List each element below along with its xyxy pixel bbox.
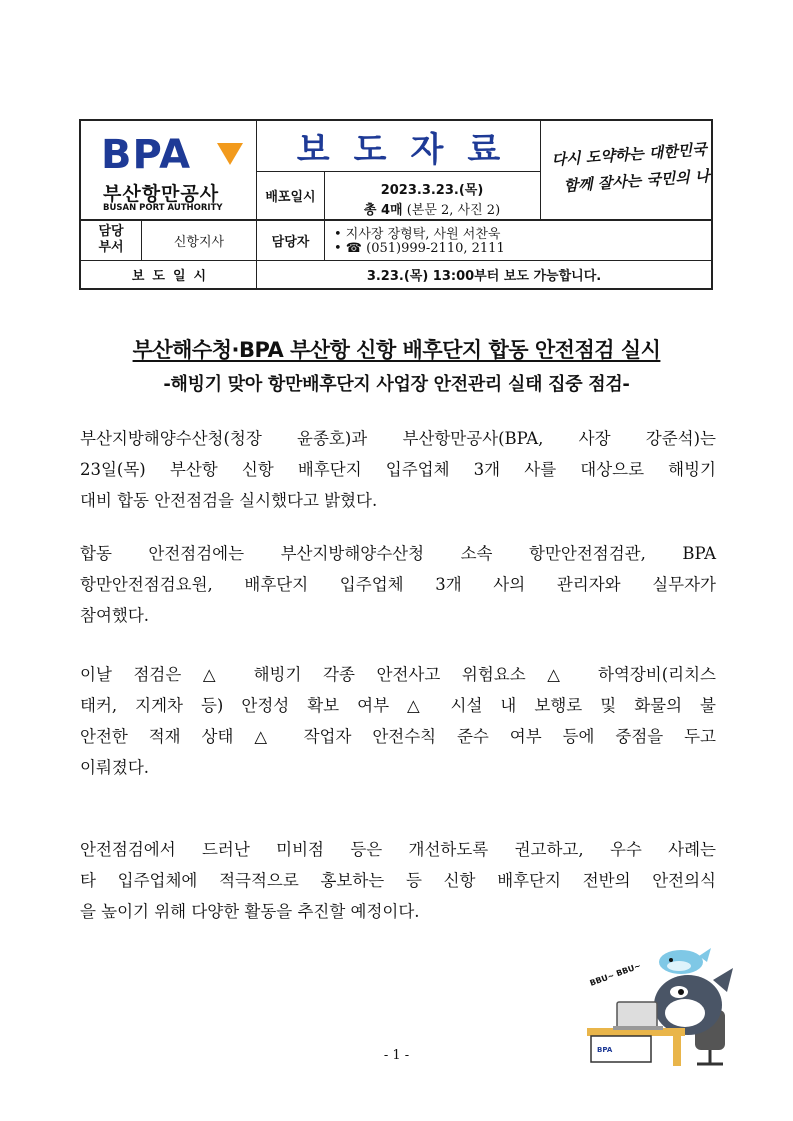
grid-line <box>540 121 541 220</box>
press-header-table <box>79 119 713 290</box>
grid-line <box>256 121 257 288</box>
org-name-en: BUSAN PORT AUTHORITY <box>103 203 223 213</box>
page-number: - 1 - <box>383 1048 410 1063</box>
dept-label-line2: 부서 <box>98 240 124 255</box>
release-value: 3.23.(목) 13:00부터 보도 가능합니다. <box>366 268 602 284</box>
logo-triangle-icon <box>217 143 243 165</box>
manager-label: 담당자 <box>271 234 310 250</box>
manager-value <box>324 220 711 260</box>
dept-label <box>81 220 141 260</box>
grid-line <box>81 260 711 261</box>
desk-logo: BPA <box>597 1046 613 1054</box>
slogan-line-1: 다시 도약하는 대한민국 <box>551 140 708 169</box>
paragraph-line: 부산지방해양수산청(청장 윤종호)과 부산항만공사(BPA, 사장 강준석)는 <box>80 429 716 448</box>
logo-wordmark: BPA <box>101 132 192 178</box>
dist-date-value <box>324 171 540 220</box>
paragraph-line: 23일(목) 부산항 신항 배후단지 입주업체 3개 사를 대상으로 해빙기 <box>80 460 716 479</box>
slogan-line-2: 함께 잘사는 국민의 나라 <box>563 165 711 195</box>
paragraph-line: 참여했다. <box>80 606 150 625</box>
org-name-kr: 부산항만공사 <box>103 183 220 205</box>
page-count <box>324 199 540 218</box>
paragraph-line: 안전한 적재 상태 △ 작업자 안전수칙 준수 여부 등에 중점을 두고 <box>80 727 716 746</box>
headline: 부산해수청·BPA 부산항 신항 배후단지 합동 안전점검 실시 <box>132 338 661 362</box>
laptop-icon <box>617 1002 657 1028</box>
dist-date: 2023.3.23.(목) <box>380 183 484 198</box>
paragraph-line: 항만안전점검요원, 배후단지 입주업체 3개 사의 관리자와 실무자가 <box>80 575 716 594</box>
doc-type-title: 보도자료 <box>296 129 525 170</box>
manager-phone: • ☎ (051)999-2110, 2111 <box>334 241 505 256</box>
body-paragraph-1 <box>80 423 716 516</box>
paragraph-line: 태커, 지게차 등) 안정성 확보 여부 △ 시설 내 보행로 및 화물의 불 <box>80 696 716 715</box>
paragraph-line: 안전점검에서 드러난 미비점 등은 개선하도록 권고하고, 우수 사례는 <box>80 840 716 859</box>
page-count-total: 총 4매 <box>363 203 403 218</box>
slogan-handwriting <box>540 121 711 220</box>
paragraph-line: 을 높이기 위해 다양한 활동을 추진할 예정이다. <box>80 902 420 921</box>
grid-line <box>81 219 711 221</box>
body-paragraph-4 <box>80 834 716 927</box>
dept-value: 신항지사 <box>173 234 225 250</box>
release-label: 보도일시 <box>131 268 215 284</box>
body-paragraph-3 <box>80 659 716 783</box>
paragraph-line: 이뤄졌다. <box>80 758 150 777</box>
body-paragraph-2 <box>80 538 716 631</box>
paragraph-line: 대비 합동 안전점검을 실시했다고 밝혔다. <box>80 491 378 510</box>
paragraph-line: 타 입주업체에 적극적으로 홍보하는 등 신항 배후단지 전반의 안전의식 <box>80 871 716 890</box>
manager-names: • 지사장 장형탁, 사원 서찬욱 <box>334 227 501 242</box>
grid-line <box>141 220 142 260</box>
page-count-detail: (본문 2, 사진 2) <box>406 203 501 218</box>
dist-date-label: 배포일시 <box>265 190 316 205</box>
dept-label-line1: 담당 <box>98 224 124 240</box>
paragraph-line: 이날 점검은 △ 해빙기 각종 안전사고 위험요소 △ 하역장비(리치스 <box>80 665 716 684</box>
bpa-logo <box>81 121 257 220</box>
paragraph-line: 합동 안전점검에는 부산지방해양수산청 소속 항만안전점검관, BPA <box>80 544 716 563</box>
grid-line <box>257 171 540 172</box>
grid-line <box>324 171 325 260</box>
subheadline: -해빙기 맞아 항만배후단지 사업장 안전관리 실태 집중 점검- <box>163 374 630 395</box>
mascot-speech: BBU~ BBU~ <box>588 961 643 988</box>
